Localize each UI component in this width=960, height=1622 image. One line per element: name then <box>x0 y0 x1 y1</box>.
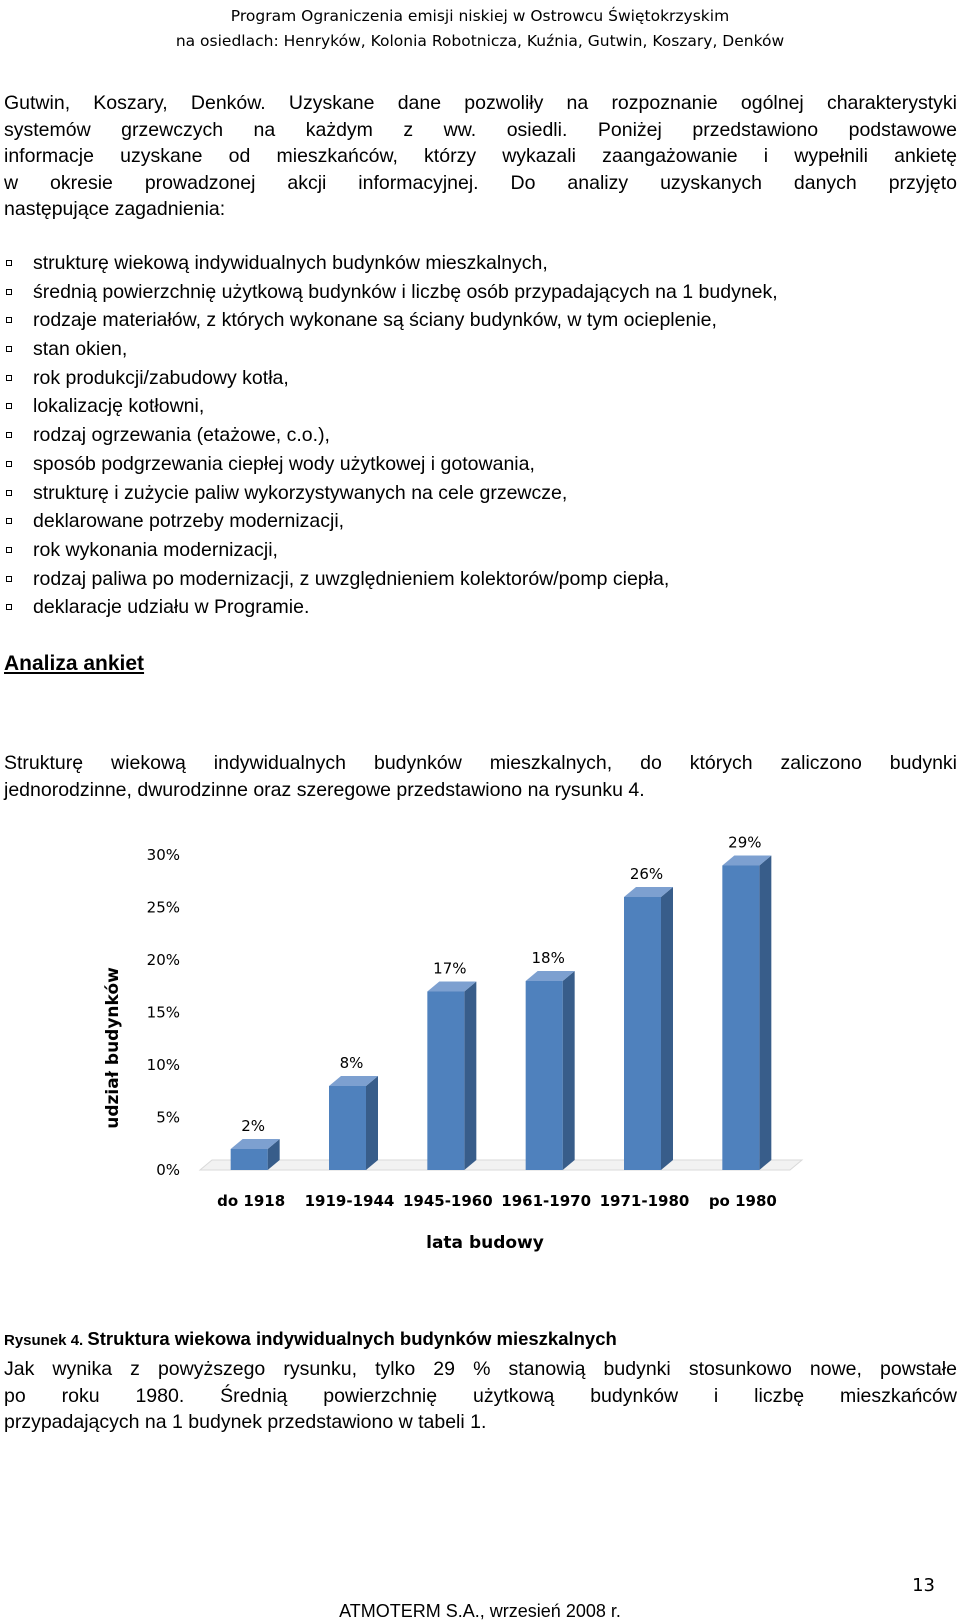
x-axis-title: lata budowy <box>426 1233 544 1253</box>
square-bullet-icon <box>6 547 12 553</box>
topics-list <box>6 249 778 622</box>
bar <box>427 992 464 1171</box>
bar <box>624 897 661 1170</box>
bar-side <box>563 971 575 1170</box>
y-tick-label: 5% <box>156 1108 180 1127</box>
page-footer: ATMOTERM S.A., wrzesień 2008 r. <box>339 1601 621 1621</box>
y-tick-label: 15% <box>146 1003 180 1022</box>
intro-line: w okresie prowadzonej akcji informacyjnej. Do analizy uzyskanych danych przyjęto <box>4 171 957 194</box>
list-item <box>6 593 778 622</box>
list-item-text: rok wykonania modernizacji, <box>33 538 278 561</box>
list-item <box>6 450 778 479</box>
section-heading: Analiza ankiet <box>4 652 145 675</box>
bar <box>231 1149 268 1170</box>
caption-text: Struktura wiekowa indywidualnych budynków mieszkalnych <box>87 1328 617 1349</box>
chart-intro-paragraph <box>4 750 957 803</box>
list-item-text: sposób podgrzewania ciepłej wody użytkowej i gotowania, <box>33 452 535 475</box>
paragraph-line: Strukturę wiekową indywidualnych budynków mieszkalnych, do których zaliczono budynki <box>4 752 957 774</box>
list-item-text: rodzaj paliwa po modernizacji, z uwzględnieniem kolektorów/pomp ciepła, <box>33 567 670 590</box>
intro-line: systemów grzewczych na każdym z ww. osiedli. Poniżej przedstawiono podstawowe <box>4 118 957 141</box>
x-tick-label: 1961-1970 <box>501 1192 592 1210</box>
list-item-text: lokalizację kotłowni, <box>33 395 205 418</box>
chart-floor <box>200 1160 802 1170</box>
x-tick-label: po 1980 <box>708 1192 777 1210</box>
x-tick-label: 1919-1944 <box>304 1192 395 1210</box>
caption-prefix: Rysunek 4. <box>4 1332 88 1349</box>
square-bullet-icon <box>6 317 12 323</box>
conclusion-paragraph <box>4 1356 957 1436</box>
bar-side <box>366 1076 378 1170</box>
intro-paragraph <box>4 90 957 223</box>
square-bullet-icon <box>6 346 12 352</box>
list-item-text: strukturę wiekową indywidualnych budynków mieszkalnych, <box>33 252 548 274</box>
paragraph-line: po roku 1980. Średnią powierzchnię użytkową budynków i liczbę mieszkańców <box>4 1384 957 1407</box>
list-item-text: rodzaj ogrzewania (etażowe, c.o.), <box>33 424 330 447</box>
list-item-text: rodzaje materiałów, z których wykonane są ściany budynków, w tym ocieplenie, <box>33 309 717 332</box>
list-item <box>6 278 778 307</box>
x-tick-label: 1971-1980 <box>599 1192 690 1210</box>
square-bullet-icon <box>6 490 12 496</box>
intro-line: następujące zagadnienia: <box>4 198 226 220</box>
list-item <box>6 249 778 278</box>
list-item <box>6 364 778 393</box>
bar-side <box>759 856 771 1171</box>
header-line-1: Program Ograniczenia emisji niskiej w Ostrowcu Świętokrzyskim <box>230 7 730 25</box>
list-item-text: deklarowane potrzeby modernizacji, <box>33 510 345 533</box>
list-item-text: strukturę i zużycie paliw wykorzystywanych na cele grzewcze, <box>33 481 568 504</box>
data-label: 17% <box>433 959 467 978</box>
list-item-text: stan okien, <box>33 338 128 361</box>
list-item <box>6 479 778 508</box>
page-number: 13 <box>912 1575 935 1596</box>
bar <box>722 866 759 1171</box>
chart-container <box>90 833 810 1295</box>
x-tick-label: 1945-1960 <box>402 1192 493 1210</box>
page-header <box>0 4 960 54</box>
list-item-text: deklaracje udziału w Programie. <box>33 596 310 619</box>
y-tick-label: 20% <box>146 951 180 969</box>
data-label: 18% <box>531 949 565 967</box>
list-item <box>6 306 778 335</box>
y-tick-label: 0% <box>156 1161 180 1179</box>
square-bullet-icon <box>6 461 12 467</box>
list-item <box>6 392 778 421</box>
bar-side <box>464 982 476 1171</box>
bar-chart <box>90 833 810 1295</box>
list-item <box>6 421 778 450</box>
list-item-text: średnią powierzchnię użytkową budynków i liczbę osób przypadających na 1 budynek, <box>33 280 778 303</box>
bar-side <box>661 887 673 1170</box>
list-item <box>6 536 778 565</box>
square-bullet-icon <box>6 260 12 266</box>
intro-line: Gutwin, Koszary, Denków. Uzyskane dane pozwoliły na rozpoznanie ogólnej charakterystyki <box>4 92 957 114</box>
data-label: 26% <box>629 865 664 883</box>
square-bullet-icon <box>6 604 12 610</box>
data-label: 2% <box>241 1117 266 1135</box>
list-item <box>6 335 778 364</box>
paragraph-line: jednorodzinne, dwurodzinne oraz szeregowe przedstawiono na rysunku 4. <box>4 778 645 801</box>
y-tick-label: 25% <box>146 898 180 917</box>
square-bullet-icon <box>6 518 12 524</box>
square-bullet-icon <box>6 375 12 381</box>
bar <box>526 981 563 1170</box>
data-label: 29% <box>728 833 762 852</box>
intro-line: informacje uzyskane od mieszkańców, którzy wykazali zaangażowanie i wypełnili ankietę <box>4 145 957 167</box>
header-line-2: na osiedlach: Henryków, Kolonia Robotnicza, Kuźnia, Gutwin, Koszary, Denków <box>175 32 785 50</box>
square-bullet-icon <box>6 403 12 409</box>
list-item <box>6 507 778 536</box>
bar <box>329 1086 366 1170</box>
square-bullet-icon <box>6 289 12 295</box>
paragraph-line: przypadających na 1 budynek przedstawiono w tabeli 1. <box>4 1411 487 1433</box>
data-label: 8% <box>339 1054 364 1072</box>
paragraph-line: Jak wynika z powyższego rysunku, tylko 29 % stanowią budynki stosunkowo nowe, powstałe <box>4 1358 957 1380</box>
list-item-text: rok produkcji/zabudowy kotła, <box>33 366 289 389</box>
y-axis-title: udział budynków <box>103 967 123 1129</box>
y-tick-label: 30% <box>146 846 180 864</box>
list-item <box>6 565 778 594</box>
square-bullet-icon <box>6 432 12 438</box>
y-tick-label: 10% <box>146 1056 180 1074</box>
figure-caption <box>4 1328 617 1350</box>
square-bullet-icon <box>6 576 12 582</box>
x-tick-label: do 1918 <box>217 1192 286 1210</box>
